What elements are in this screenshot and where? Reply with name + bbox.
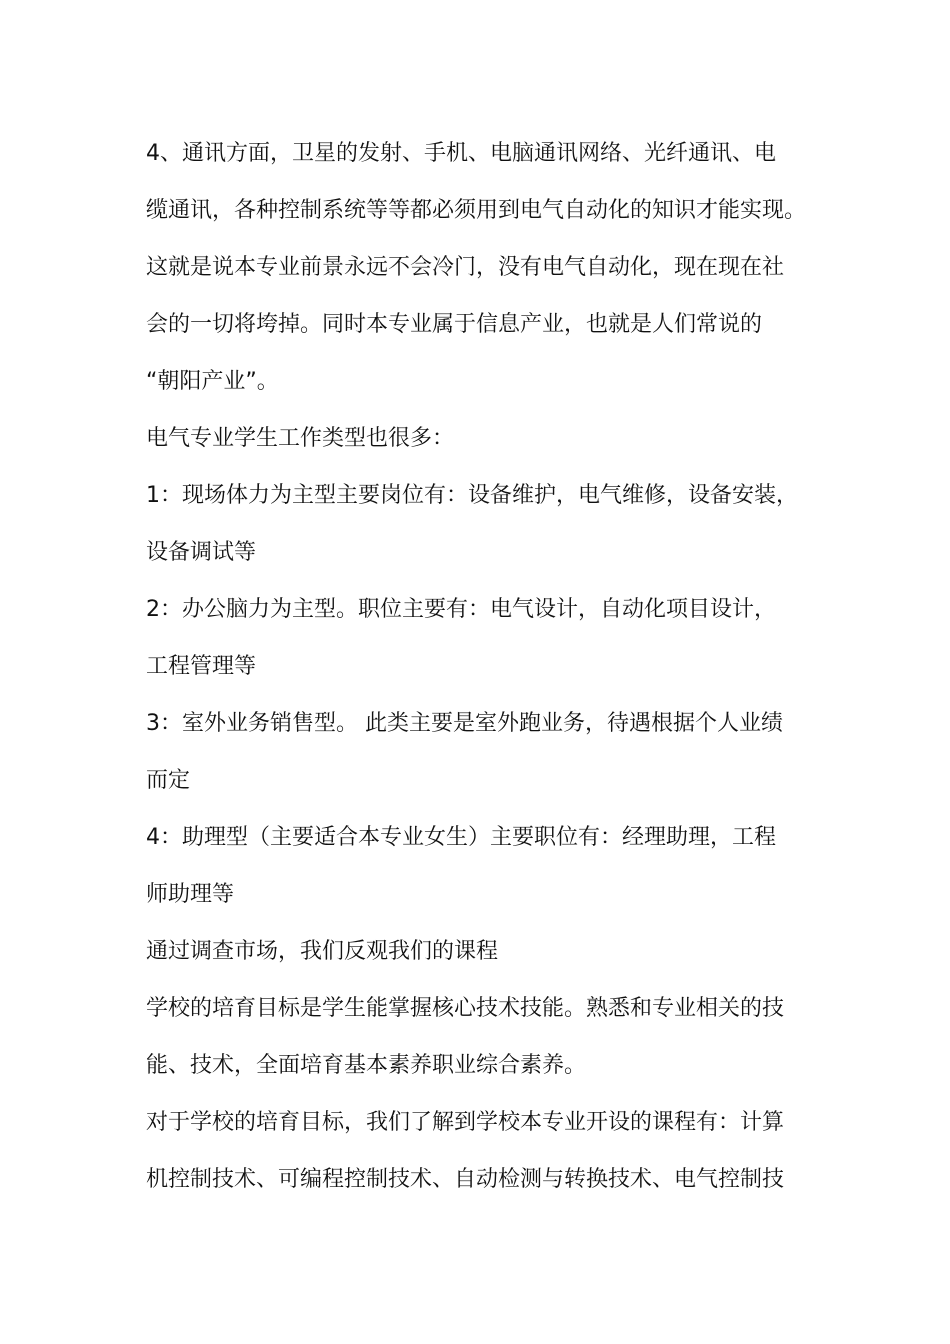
document-body [146,125,826,1208]
section-heading: 通过调查市场，我们反观我们的课程 [146,939,499,964]
text-line: 4、通讯方面，卫星的发射、手机、电脑通讯网络、光纤通讯、电 [146,141,776,166]
text-line: 机控制技术、可编程控制技术、自动检测与转换技术、电气控制技 [146,1167,785,1192]
list-item-text: 工程管理等 [146,654,257,679]
text-line: 缆通讯，各种控制系统等等都必须用到电气自动化的知识才能实现。 [146,198,807,223]
list-item-text: 3：室外业务销售型。 此类主要是室外跑业务，待遇根据个人业绩 [146,711,783,736]
text-line: 这就是说本专业前景永远不会冷门，没有电气自动化，现在现在社 [146,255,785,280]
text-line: 对于学校的培育目标，我们了解到学校本专业开设的课程有：计算 [146,1110,785,1135]
section-heading: 电气专业学生工作类型也很多： [146,426,455,451]
list-item-text: 师助理等 [146,882,235,907]
text-line: 能、技术，全面培育基本素养职业综合素养。 [146,1053,587,1078]
list-item-text: 2：办公脑力为主型。职位主要有：电气设计，自动化项目设计， [146,597,776,622]
list-item-text: 1：现场体力为主型主要岗位有：设备维护，电气维修，设备安装， [146,483,798,508]
text-line: 学校的培育目标是学生能掌握核心技术技能。熟悉和专业相关的技 [146,996,785,1021]
text-line: 会的一切将垮掉。同时本专业属于信息产业，也就是人们常说的 [146,312,763,337]
list-item-text: 设备调试等 [146,540,257,565]
text-line: “朝阳产业”。 [146,369,279,394]
list-item-text: 而定 [146,768,191,793]
list-item-text: 4：助理型（主要适合本专业女生）主要职位有：经理助理，工程 [146,825,776,850]
